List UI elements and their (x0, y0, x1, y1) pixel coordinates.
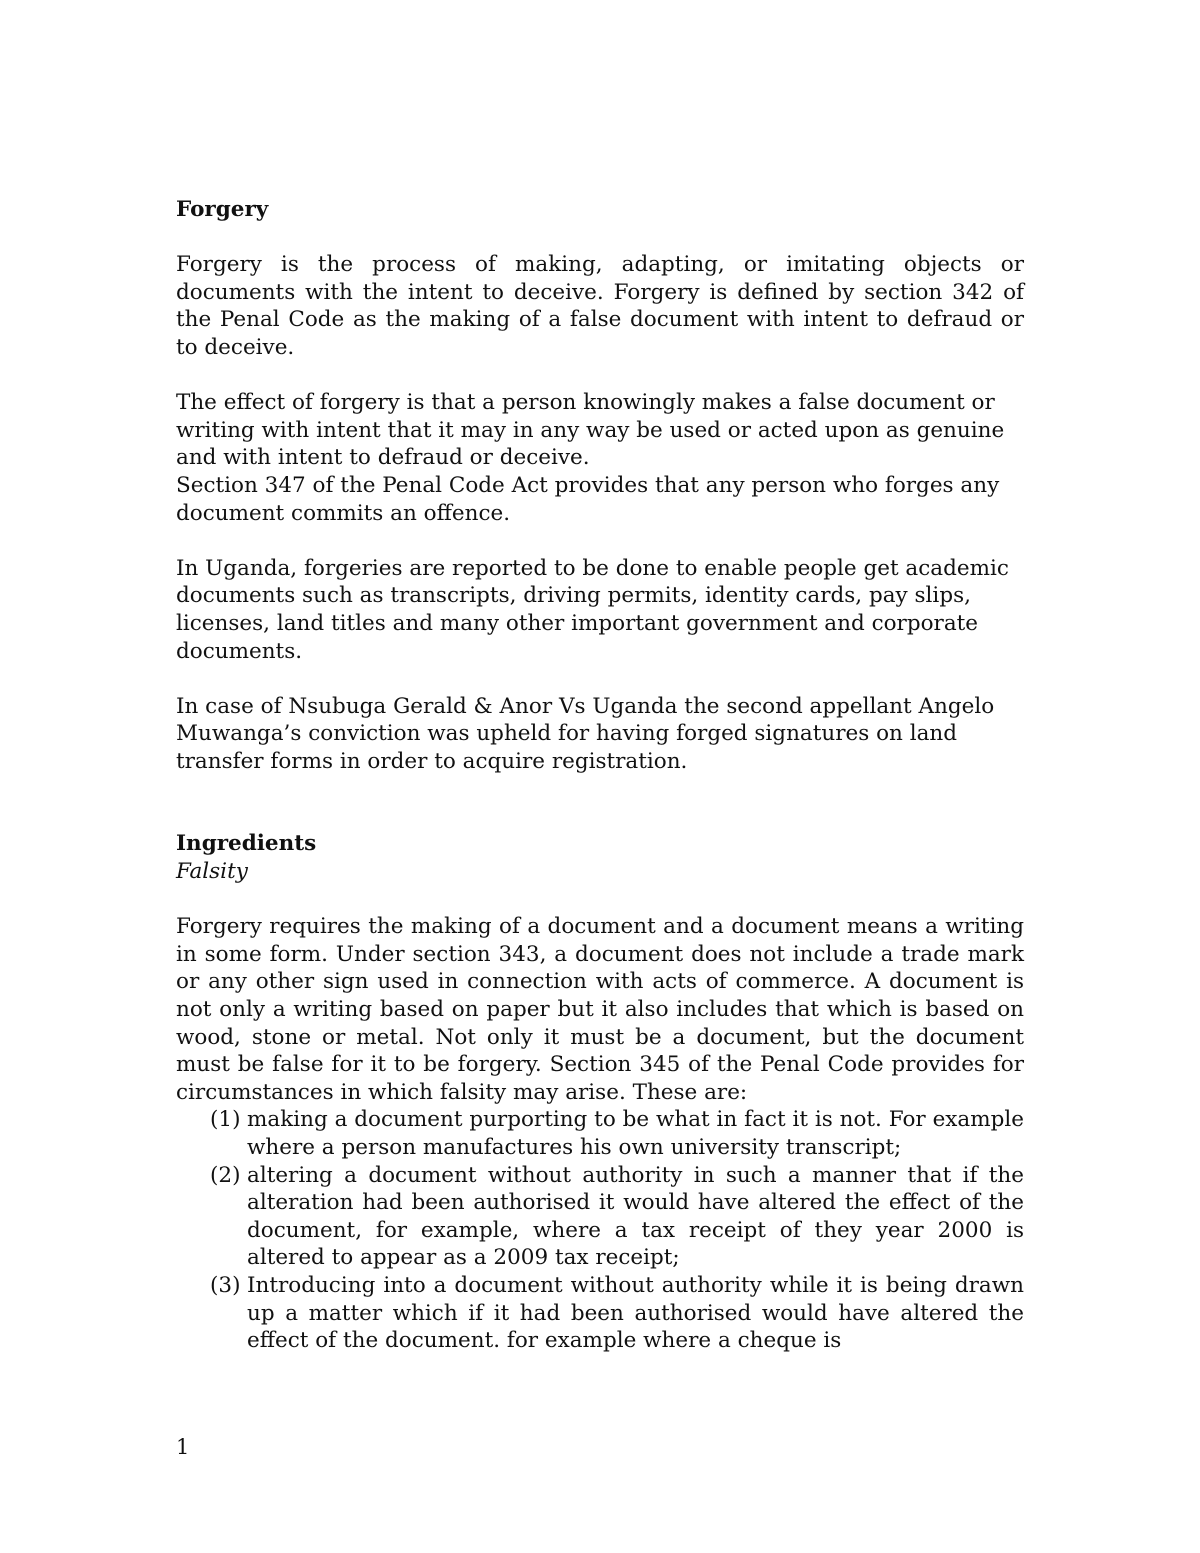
definition-paragraph: Forgery is the process of making, adapting, or imitating objects or documents with the intent to deceive. Forgery is defined by section 342 of the Penal Code as the making of a false document with intent to defraud or to deceive. (176, 252, 1024, 360)
spacer (176, 362, 1024, 390)
ingredients-heading: Ingredients (176, 831, 317, 857)
list-item-text: Introducing into a document without authority while it is being drawn up a matter which if it had been authorised would have altered the effect of the document. for example where a cheque is (247, 1272, 1024, 1354)
section-347-paragraph: Section 347 of the Penal Code Act provides that any person who forges any document commits an offence. (176, 472, 1000, 526)
list-item (176, 1272, 1024, 1355)
list-item-number: (3) (210, 1272, 241, 1298)
page-title: Forgery (176, 197, 269, 222)
list-item (176, 1162, 1024, 1272)
list-item-number: (2) (210, 1162, 241, 1188)
spacer (176, 775, 1024, 830)
list-item-text: making a document purporting to be what in fact it is not. For example where a person manufactures his own university transcript; (247, 1107, 1024, 1160)
list-item (176, 1106, 1024, 1161)
falsity-subheading: Falsity (176, 859, 248, 885)
list-item-text: altering a document without authority in such a manner that if the alteration had been authorised it would have altered the effect of the document, for example, where a tax receipt of they year 2000 is altered to appear as a 2009 tax receipt; (247, 1162, 1024, 1271)
falsity-intro-paragraph: Forgery requires the making of a document and a document means a writing in some form. Under section 343, a document does not include a trade mark or any other sign used in connection with acts of commerce. A document is not only a writing based on paper but it also includes that which is based on wood, stone or metal. Not only it must be a document, but the document must be false for it to be forgery. Section 345 of the Penal Code provides for circumstances in which falsity may arise. These are: (176, 914, 1024, 1105)
spacer (176, 886, 1024, 914)
page-number: 1 (176, 1435, 190, 1459)
case-paragraph: In case of Nsubuga Gerald & Anor Vs Uganda the second appellant Angelo Muwanga’s conviction was upheld for having forged signatures on land transfer forms in order to acquire registration. (176, 693, 995, 774)
list-item-number: (1) (210, 1107, 241, 1133)
spacer (176, 665, 1024, 693)
uganda-paragraph: In Uganda, forgeries are reported to be done to enable people get academic documents such as transcripts, driving permits, identity cards, pay slips, licenses, land titles and many other important government and corporate documents. (176, 555, 1009, 664)
spacer (176, 224, 1024, 252)
falsity-list (176, 1106, 1024, 1354)
effect-paragraph: The effect of forgery is that a person knowingly makes a false document or writing with intent that it may in any way be used or acted upon as genuine and with intent to defraud or deceive. (176, 390, 1005, 471)
spacer (176, 527, 1024, 555)
document-page (176, 196, 1024, 1355)
